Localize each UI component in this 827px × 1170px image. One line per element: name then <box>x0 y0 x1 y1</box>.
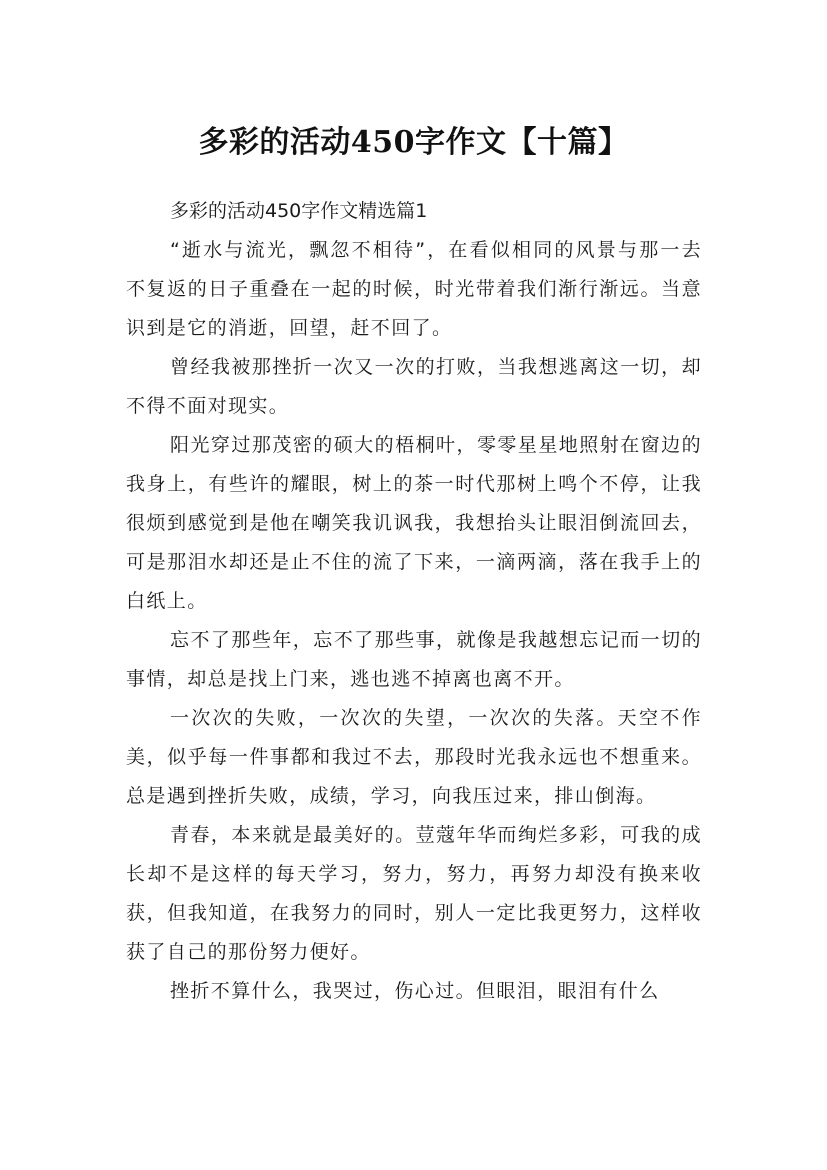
paragraph-6: 青春，本来就是最美好的。荳蔻年华而绚烂多彩，可我的成长却不是这样的每天学习，努力，努力，再努力却没有换来收获，但我知道，在我努力的同时，别人一定比我更努力，这样收获了自己的那份努力便好。 <box>126 824 702 963</box>
paragraph-7: 挫折不算什么，我哭过，伤心过。但眼泪，眼泪有什么 <box>170 980 660 1002</box>
document-title: 多彩的活动450字作文【十篇】 <box>198 125 629 161</box>
paragraph-2: 曾经我被那挫折一次又一次的打败，当我想逃离这一切，却不得不面对现实。 <box>126 356 702 417</box>
paragraph-3: 阳光穿过那茂密的硕大的梧桐叶，零零星星地照射在窗边的我身上，有些许的耀眼，树上的茶一时代那树上鸣个不停，让我很烦到感觉到是他在嘲笑我讥讽我，我想抬头让眼泪倒流回去，可是那泪水却还是止不住的流了下来，一滴两滴，落在我手上的白纸上。 <box>126 434 702 612</box>
paragraph-5: 一次次的失败，一次次的失望，一次次的失落。天空不作美，似乎每一件事都和我过不去，那段时光我永远也不想重来。总是遇到挫折失败，成绩，学习，向我压过来，排山倒海。 <box>126 707 702 807</box>
section-heading: 多彩的活动450字作文精选篇1 <box>170 200 428 222</box>
paragraph-1: “逝水与流光，飘忽不相待”，在看似相同的风景与那一去不复返的日子重叠在一起的时候，时光带着我们渐行渐远。当意识到是它的消逝，回望，赶不回了。 <box>126 239 702 339</box>
document-body <box>126 192 702 1011</box>
paragraph-4: 忘不了那些年，忘不了那些事，就像是我越想忘记而一切的事情，却总是找上门来，逃也逃不掉离也离不开。 <box>126 629 702 690</box>
